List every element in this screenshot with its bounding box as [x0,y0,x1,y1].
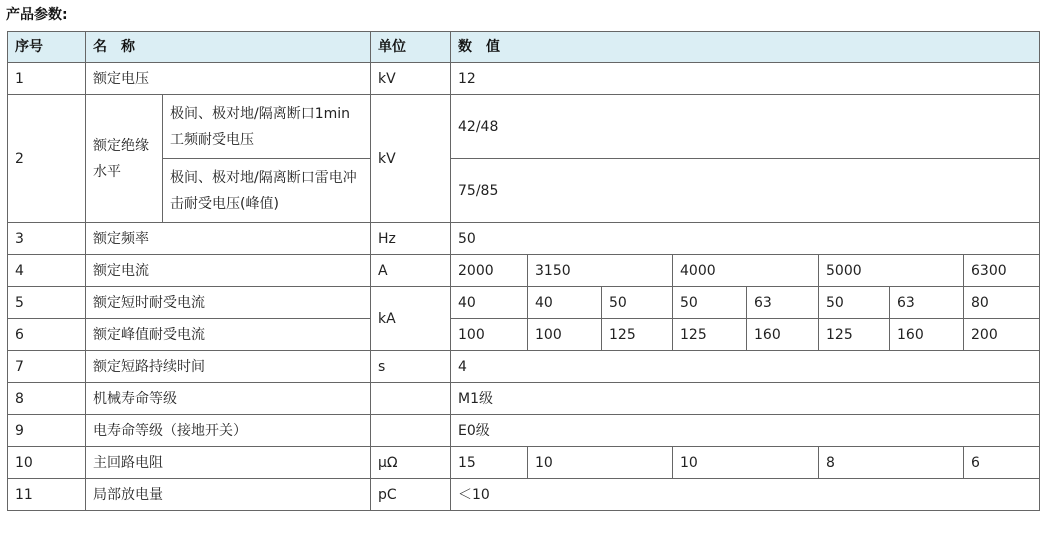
row-name: 额定电压 [86,63,371,95]
table-row [8,447,1040,479]
row-value: 50 [673,287,747,319]
row-no: 10 [8,447,86,479]
row-subname: 极间、极对地/隔离断口1min工频耐受电压 [163,95,371,159]
table-row [8,351,1040,383]
row-name: 电寿命等级（接地开关） [86,415,371,447]
product-parameters-table [7,31,1040,511]
row-no: 5 [8,287,86,319]
row-no: 6 [8,319,86,351]
row-value: 125 [602,319,673,351]
row-value: 40 [528,287,602,319]
row-value: 4000 [673,255,819,287]
row-name: 额定绝缘水平 [86,95,163,223]
row-name: 额定电流 [86,255,371,287]
table-row [8,383,1040,415]
row-unit [371,415,451,447]
table-row [8,479,1040,511]
row-value: 50 [451,223,1040,255]
row-name: 局部放电量 [86,479,371,511]
header-no: 序号 [8,32,86,63]
row-value: 15 [451,447,528,479]
row-value: E0级 [451,415,1040,447]
section-heading: 产品参数: [6,7,68,23]
row-unit: μΩ [371,447,451,479]
row-value: 80 [964,287,1040,319]
row-value: 160 [890,319,964,351]
row-name: 额定短时耐受电流 [86,287,371,319]
table-row [8,287,1040,319]
row-value: 4 [451,351,1040,383]
row-value: 63 [747,287,819,319]
row-value: 100 [451,319,528,351]
row-value: 40 [451,287,528,319]
row-no: 7 [8,351,86,383]
row-no: 4 [8,255,86,287]
row-value: 50 [602,287,673,319]
row-unit: s [371,351,451,383]
row-value: M1级 [451,383,1040,415]
row-value: 6300 [964,255,1040,287]
row-unit: Hz [371,223,451,255]
row-value: 10 [528,447,673,479]
row-no: 2 [8,95,86,223]
row-name: 额定短路持续时间 [86,351,371,383]
row-value: 8 [819,447,964,479]
row-value: 125 [673,319,747,351]
row-value: 100 [528,319,602,351]
row-value: 125 [819,319,890,351]
table-row [8,255,1040,287]
row-unit: A [371,255,451,287]
row-no: 3 [8,223,86,255]
row-value: 160 [747,319,819,351]
row-value: 42/48 [451,95,1040,159]
row-no: 9 [8,415,86,447]
table-row [8,319,1040,351]
row-value: 12 [451,63,1040,95]
table-row [8,159,1040,223]
row-unit: kA [371,287,451,351]
row-value: 50 [819,287,890,319]
row-unit: pC [371,479,451,511]
row-value: 6 [964,447,1040,479]
row-value: 63 [890,287,964,319]
table-row [8,415,1040,447]
row-value: 3150 [528,255,673,287]
row-no: 1 [8,63,86,95]
table-row [8,63,1040,95]
table-row [8,95,1040,159]
row-name: 额定频率 [86,223,371,255]
row-value: 200 [964,319,1040,351]
row-no: 11 [8,479,86,511]
row-subname: 极间、极对地/隔离断口雷电冲击耐受电压(峰值) [163,159,371,223]
header-unit: 单位 [371,32,451,63]
header-value: 数 值 [451,32,1040,63]
row-no: 8 [8,383,86,415]
row-unit: kV [371,95,451,223]
row-name: 额定峰值耐受电流 [86,319,371,351]
row-name: 机械寿命等级 [86,383,371,415]
row-value: 5000 [819,255,964,287]
header-name: 名 称 [86,32,371,63]
header-row [8,32,1040,63]
row-value: 10 [673,447,819,479]
row-name: 主回路电阻 [86,447,371,479]
table-row [8,223,1040,255]
row-value: ＜10 [451,479,1040,511]
row-unit [371,383,451,415]
row-value: 2000 [451,255,528,287]
row-unit: kV [371,63,451,95]
row-value: 75/85 [451,159,1040,223]
